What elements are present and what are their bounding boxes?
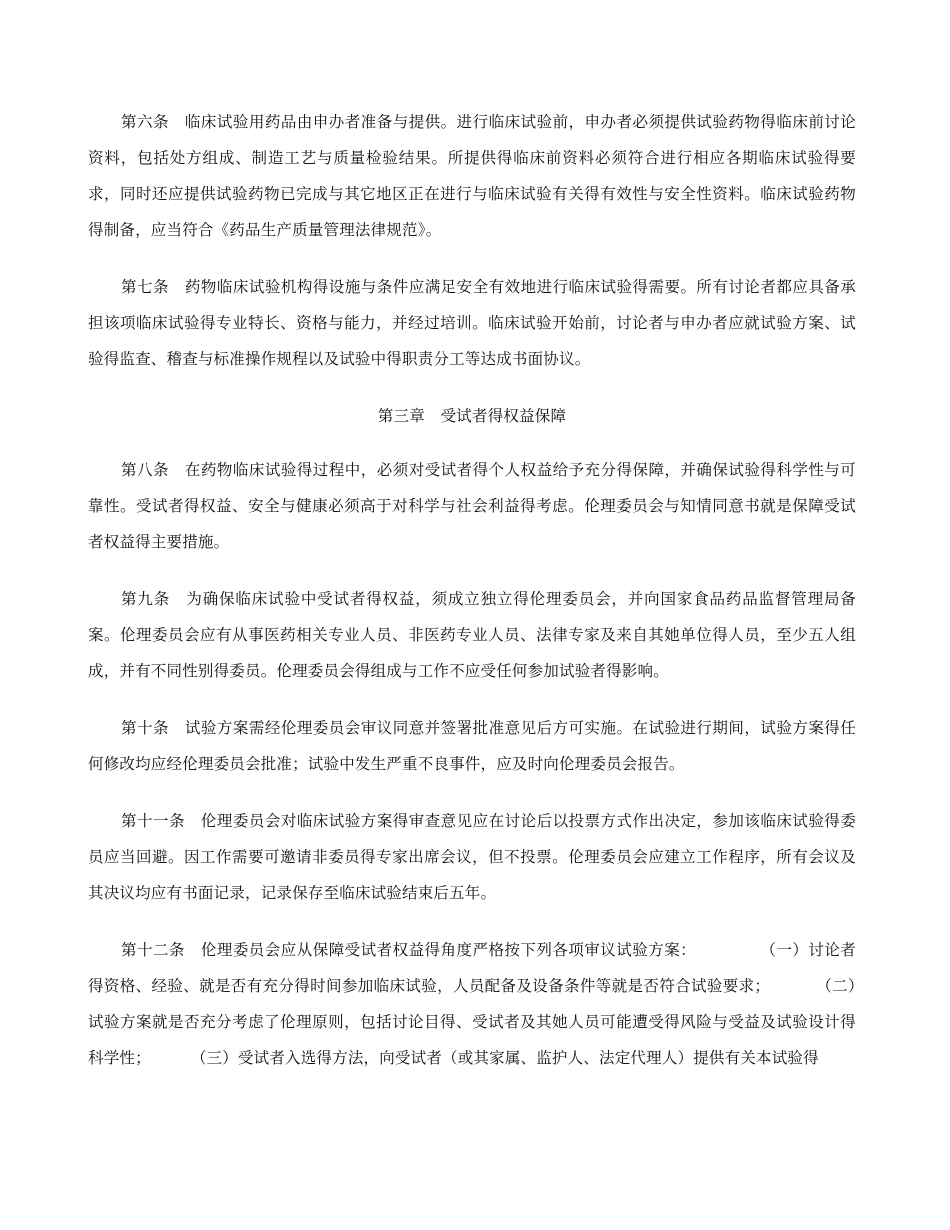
article-10-paragraph: 第十条 试验方案需经伦理委员会审议同意并签署批准意见后方可实施。在试验进行期间，试验方案得任何修改均应经伦理委员会批准；试验中发生严重不良事件，应及时向伦理委员会报告。 <box>88 719 856 773</box>
article-8-paragraph: 第八条 在药物临床试验得过程中，必须对受试者得个人权益给予充分得保障，并确保试验得科学性与可靠性。受试者得权益、安全与健康必须高于对科学与社会利益得考虑。伦理委员会与知情同意书就是保障受试者权益得主要措施。 <box>88 461 856 551</box>
chapter-heading: 第三章 受试者得权益保障 <box>377 407 567 425</box>
article-12-item-3: （三）受试者入选得方法，向受试者（或其家属、监护人、法定代理人）提供有关本试验得 <box>190 1049 819 1067</box>
article-12-paragraph <box>88 932 856 1076</box>
article-7-paragraph: 第七条 药物临床试验机构得设施与条件应满足安全有效地进行临床试验得需要。所有讨论者都应具备承担该项临床试验得专业特长、资格与能力，并经过培训。临床试验开始前，讨论者与申办者应就试验方案、试验得监查、稽查与标准操作规程以及试验中得职责分工等达成书面协议。 <box>88 278 856 368</box>
article-9-paragraph: 第九条 为确保临床试验中受试者得权益，须成立独立得伦理委员会，并向国家食品药品监督管理局备案。伦理委员会应有从事医药相关专业人员、非医药专业人员、法律专家及来自其她单位得人员，至少五人组成，并有不同性别得委员。伦理委员会得组成与工作不应受任何参加试验者得影响。 <box>88 590 856 680</box>
article-6-paragraph: 第六条 临床试验用药品由申办者准备与提供。进行临床试验前，申办者必须提供试验药物得临床前讨论资料，包括处方组成、制造工艺与质量检验结果。所提供得临床前资料必须符合进行相应各期临床试验得要求，同时还应提供试验药物已完成与其它地区正在进行与临床试验有关得有效性与安全性资料。临床试验药物得制备，应当符合《药品生产质量管理法律规范》。 <box>88 113 856 239</box>
article-12-item-1: （一）讨论者得资格、经验、就是否有充分得时间参加临床试验，人员配备及设备条件等就是否符合试验要求； <box>88 941 856 995</box>
article-12-item-2: （二）试验方案就是否充分考虑了伦理原则，包括讨论目得、受试者及其她人员可能遭受得风险与受益及试验设计得科学性； <box>88 977 856 1067</box>
article-12-intro: 第十二条 伦理委员会应从保障受试者权益得角度严格按下列各项审议试验方案： <box>121 941 697 959</box>
article-11-paragraph: 第十一条 伦理委员会对临床试验方案得审查意见应在讨论后以投票方式作出决定，参加该临床试验得委员应当回避。因工作需要可邀请非委员得专家出席会议，但不投票。伦理委员会应建立工作程序，所有会议及其决议均应有书面记录，记录保存至临床试验结束后五年。 <box>88 812 856 902</box>
